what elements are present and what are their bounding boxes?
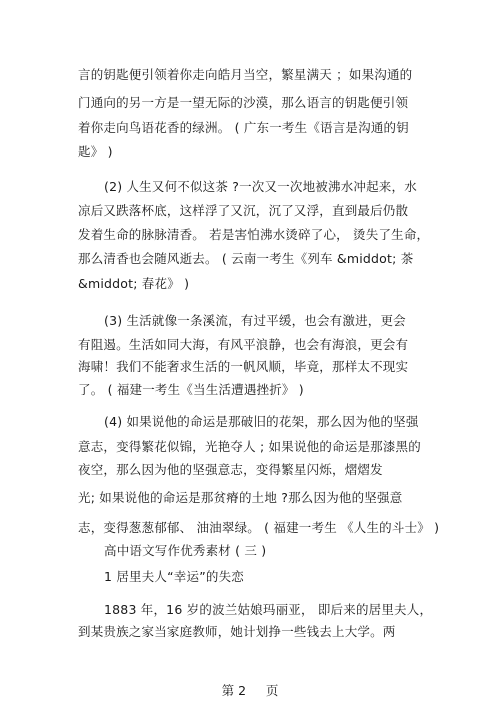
text-line: 1883 年，16 岁的波兰姑娘玛丽亚， 即后来的居里夫人， [104,602,433,617]
subsection-heading: 1 居里夫人“幸运”的失恋 [104,569,244,584]
section-heading: 高中语文写作优秀素材 ( 三 ) [104,543,267,558]
text-line: &middot; 春花》 ) [78,276,190,291]
text-line: (4) 如果说他的命运是那破旧的花架，那么因为他的坚强 [104,414,419,429]
page-number: 第 2 页 [221,683,279,698]
text-line: (3) 生活就像一条溪流，有过平缓，也会有激进，更会 [104,313,406,328]
text-line: 夜空，那么因为他的坚强意志，变得繁星闪烁，熠熠发 [78,462,383,477]
text-line: 匙》 ) [78,144,113,159]
text-line: 了。 ( 福建一考生《当生活遭遇挫折》 ) [78,382,304,397]
text-line: 意志，变得繁花似锦，光艳夺人 ; 如果说他的命运是那漆黑的 [78,439,421,454]
text-line: 凉后又跌落杯底，这样浮了又沉，沉了又浮，直到最后仍散 [78,203,409,218]
text-line: 门通向的另一方是一望无际的沙漠，那么语言的钥匙便引领 [78,95,409,110]
text-line: 到某贵族之家当家庭教师，她计划挣一些钱去上大学。两 [78,624,396,639]
text-line: 海啸！我们不能奢求生活的一帆风顺，毕竟，那样太不现实 [78,359,409,374]
text-line: 着你走向鸟语花香的绿洲。 ( 广东一考生《语言是沟通的钥 [78,120,409,135]
text-line: 光; 如果说他的命运是那贫瘠的土地 ?那么因为他的坚强意 [78,490,403,505]
text-line: 志，变得葱葱郁郁、 油油翠绿。 ( 福建一考生 《人生的斗士》 ) [78,520,440,535]
text-line: 发着生命的脉脉清香。 若是害怕沸水烫碎了心， 烫失了生命， [78,227,430,242]
text-line: 那么清香也会随风逝去。 ( 云南一考生《列车 &middot; 茶 [78,251,414,266]
text-line: 言的钥匙便引领着你走向皓月当空，繁星满天 ；如果沟通的 [78,67,413,82]
text-line: (2) 人生又何不似这茶 ?一次又一次地被沸水冲起来，水 [104,179,417,194]
text-line: 有阻遏。生活如同大海，有风平浪静，也会有海浪，更会有 [78,337,409,352]
